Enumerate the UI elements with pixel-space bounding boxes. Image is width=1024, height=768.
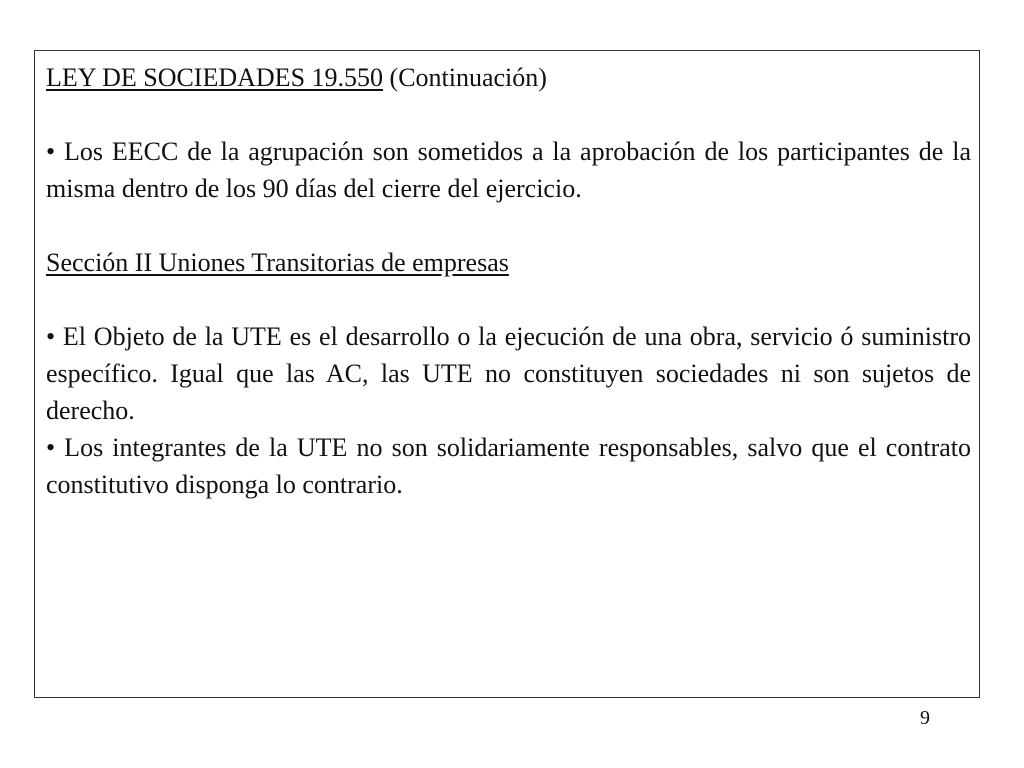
bullet-ute-responsibility: • Los integrantes de la UTE no son solidariamente responsables, salvo que el contrato constitutivo disponga lo contrario.: [46, 433, 971, 499]
bullet-eecc-approval: • Los EECC de la agrupación son sometidos a la aprobación de los participantes de la misma dentro de los 90 días del cierre del ejercicio.: [46, 137, 971, 203]
spacer: [46, 281, 971, 318]
section-heading-text: Sección II Uniones Transitorias de empresas: [46, 248, 509, 277]
slide-content: [46, 59, 971, 503]
page-number: 9: [920, 707, 930, 729]
bullet-ute-object: • El Objeto de la UTE es el desarrollo o la ejecución de una obra, servicio ó suministro específico. Igual que las AC, las UTE no constituyen sociedades ni son sujetos de derecho.: [46, 322, 971, 425]
spacer: [46, 207, 971, 244]
slide-frame: [34, 50, 980, 698]
law-title: LEY DE SOCIEDADES 19.550: [46, 63, 384, 92]
slide-title: [46, 59, 971, 96]
spacer: [46, 96, 971, 133]
section-heading: [46, 244, 971, 281]
title-suffix: (Continuación): [383, 63, 547, 92]
